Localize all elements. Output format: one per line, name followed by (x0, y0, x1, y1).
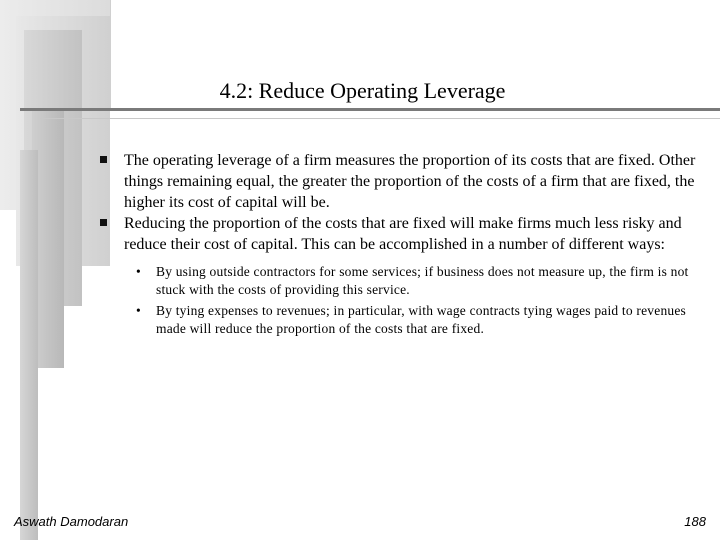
square-bullet-icon (100, 219, 107, 226)
slide-body (98, 150, 698, 341)
sub-bullet-text: By using outside contractors for some services; if business does not measure up, the firm is not stuck with the costs of providing this service. (156, 264, 689, 297)
title-divider (20, 108, 720, 111)
slide-title: 4.2: Reduce Operating Leverage (219, 78, 506, 103)
sub-bullet-text: By tying expenses to revenues; in particular, with wage contracts tying wages paid to revenues made will reduce the proportion of the costs that are fixed. (156, 303, 686, 336)
bullet-text: Reducing the proportion of the costs that are fixed will make firms much less risky and reduce their cost of capital. This can be accomplished in a number of different ways: (124, 215, 682, 253)
bullet-text: The operating leverage of a firm measures the proportion of its costs that are fixed. Other things remaining equal, the greater the proportion of the costs of a firm that are fixed, the higher its cost of capital will be. (124, 152, 696, 211)
sub-bullet-item (136, 263, 698, 299)
decorative-bar (20, 150, 38, 540)
bullet-item (98, 150, 698, 213)
footer-author: Aswath Damodaran (14, 514, 129, 529)
title-divider-thin (40, 118, 720, 119)
dot-bullet-icon: • (136, 303, 141, 318)
sub-bullet-item (136, 302, 698, 338)
sub-bullet-list (98, 263, 698, 338)
bullet-item (98, 213, 698, 255)
square-bullet-icon (100, 156, 107, 163)
dot-bullet-icon: • (136, 264, 141, 279)
page-number: 188 (684, 514, 706, 529)
